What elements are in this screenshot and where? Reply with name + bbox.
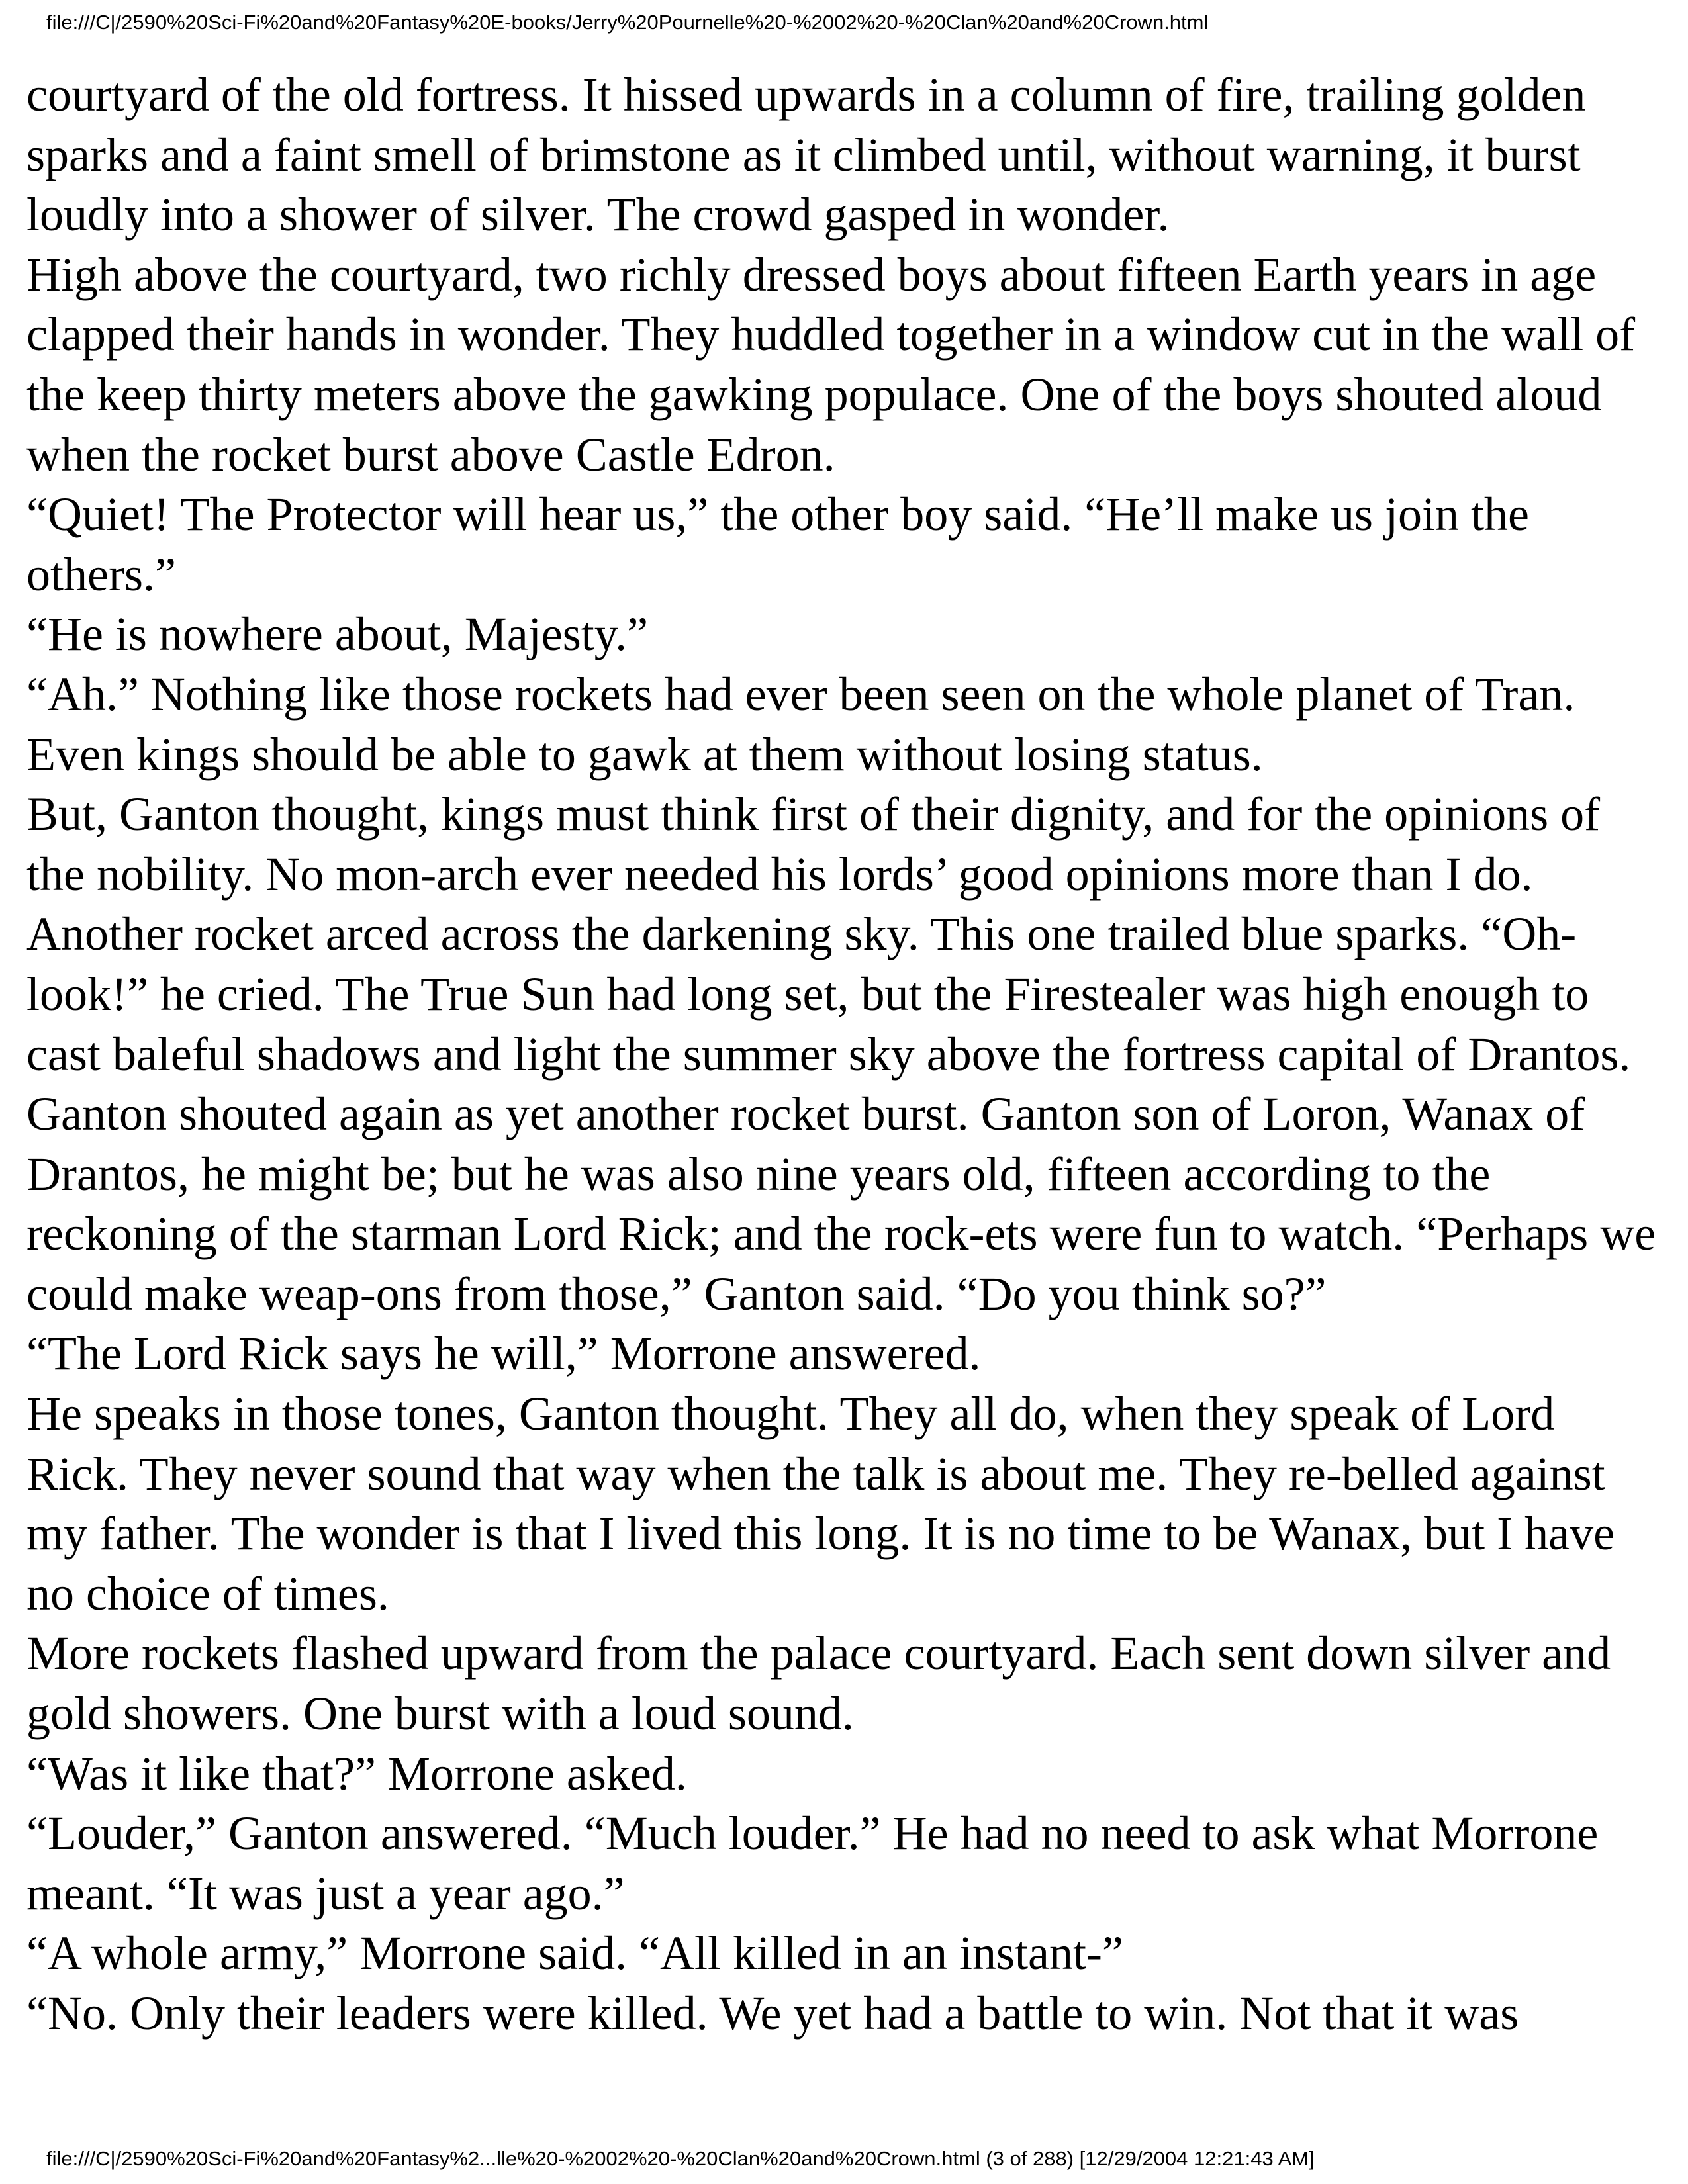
paragraph: “Quiet! The Protector will hear us,” the other boy said. “He’ll make us join the others.”	[26, 488, 1530, 601]
paragraph: “A whole army,” Morrone said. “All killed in an instant-”	[26, 1927, 1123, 1980]
paragraph: “Ah.” Nothing like those rockets had ever been seen on the whole planet of Tran. Even kings should be able to gawk at them without losing status.	[26, 667, 1575, 781]
paragraph: courtyard of the old fortress. It hissed upwards in a column of fire, trailing golden sparks and a faint smell of brimstone as it climbed until, without warning, it burst loudly into a shower of silver. The crowd gasped in wonder.	[26, 68, 1586, 242]
paragraph: “The Lord Rick says he will,” Morrone answered.	[26, 1327, 981, 1381]
paragraph: Another rocket arced across the darkening sky. This one trailed blue sparks. “Oh-look!” he cried. The True Sun had long set, but the Firestealer was high enough to cast baleful shadows and light the summer sky above the fortress capital of Drantos.	[26, 907, 1631, 1081]
paragraph: “He is nowhere about, Majesty.”	[26, 608, 649, 661]
document-body	[26, 65, 1668, 2044]
paragraph: “Was it like that?” Morrone asked.	[26, 1747, 687, 1800]
paragraph: “No. Only their leaders were killed. We yet had a battle to win. Not that it was	[26, 1987, 1519, 2040]
paragraph: More rockets flashed upward from the palace courtyard. Each sent down silver and gold showers. One burst with a loud sound.	[26, 1627, 1611, 1741]
page-header-url: file:///C|/2590%20Sci-Fi%20and%20Fantasy%20E-books/Jerry%20Pournelle%20-%2002%20-%20Clan%20and%20Crown.html	[46, 11, 1209, 34]
paragraph: “Louder,” Ganton answered. “Much louder.” He had no need to ask what Morrone meant. “It was just a year ago.”	[26, 1807, 1599, 1920]
page-footer-url: file:///C|/2590%20Sci-Fi%20and%20Fantasy%2...lle%20-%2002%20-%20Clan%20and%20Crown.html (3 of 288) [12/29/2004 12:21:43 AM]	[46, 2147, 1315, 2170]
paragraph: He speaks in those tones, Ganton thought. They all do, when they speak of Lord Rick. They never sound that way when the talk is about me. They re-belled against my father. The wonder is that I lived this long. It is no time to be Wanax, but I have no choice of times.	[26, 1387, 1615, 1620]
paragraph: High above the courtyard, two richly dressed boys about fifteen Earth years in age clapped their hands in wonder. They huddled together in a window cut in the wall of the keep thirty meters above the gawking populace. One of the boys shouted aloud when the rocket burst above Castle Edron.	[26, 248, 1636, 481]
paragraph: Ganton shouted again as yet another rocket burst. Ganton son of Loron, Wanax of Drantos, he might be; but he was also nine years old, fifteen according to the reckoning of the starman Lord Rick; and the rock-ets were fun to watch. “Perhaps we could make weap-ons from those,” Ganton said. “Do you think so?”	[26, 1087, 1656, 1320]
paragraph: But, Ganton thought, kings must think first of their dignity, and for the opinions of the nobility. No mon-arch ever needed his lords’ good opinions more than I do.	[26, 788, 1601, 901]
